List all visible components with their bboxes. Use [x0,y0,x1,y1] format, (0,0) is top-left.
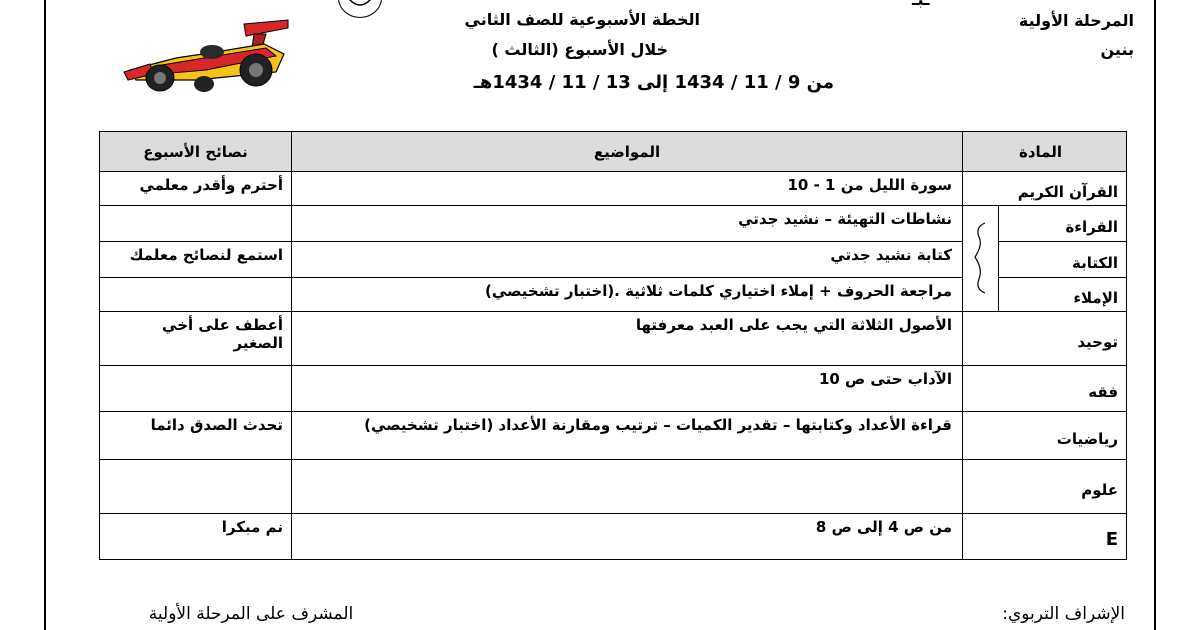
tip-cell: أعطف على أخي الصغير [100,312,292,366]
subject-cell: القرآن الكريم [963,172,1127,206]
header-cut-text [912,0,929,9]
subject-cell: فقه [963,366,1127,412]
subject-cell: E [963,514,1127,560]
table-row [100,366,1127,412]
table-row [100,172,1127,206]
topic-cell: مراجعة الحروف + إملاء اختياري كلمات ثلاثية .(اختبار تشخيصي) [292,278,963,312]
tip-cell [100,278,292,312]
week-label: خلال الأسبوع (الثالث ) [491,40,668,59]
smiley-face-icon [338,0,382,18]
tip-cell: نم مبكرا [100,514,292,560]
header-topics: المواضيع [292,132,963,172]
subject-cell: علوم [963,460,1127,514]
header-tips: نصائح الأسبوع [100,132,292,172]
topic-cell: كتابة نشيد جدتي [292,242,963,278]
topic-cell: من ص 4 إلى ص 8 [292,514,963,560]
subject-cell: رياضيات [963,412,1127,460]
topic-cell: قراءة الأعداد وكتابتها – تقدير الكميات – ترتيب ومقارنة الأعداد (اختبار تشخيصي) [292,412,963,460]
arabic-group-label [963,206,999,312]
subject-cell: توحيد [963,312,1127,366]
table-row [100,312,1127,366]
subject-cell: الكتابة [999,242,1127,278]
tip-cell: أحترم وأقدر معلمي [100,172,292,206]
table-row [100,514,1127,560]
footer-supervisor: المشرف على المرحلة الأولية [104,604,398,630]
topic-cell: سورة الليل من 1 - 10 [292,172,963,206]
header-subject: المادة [963,132,1127,172]
topic-cell: الآداب حتى ص 10 [292,366,963,412]
table-row [100,460,1127,514]
table-row [100,412,1127,460]
school-label: بنين [1100,40,1134,59]
tip-cell [100,460,292,514]
plan-title: الخطة الأسبوعية للصف الثاني [464,10,700,29]
tip-cell [100,206,292,242]
group-bracket-icon [971,217,991,297]
tip-cell: استمع لنصائح معلمك [100,242,292,278]
topic-cell [292,460,963,514]
stage-label: المرحلة الأولية [1018,11,1134,30]
footer-educational-supervision: الإشراف التربوي: [873,604,1133,630]
weekly-plan-table [99,131,1127,560]
subject-cell: الإملاء [999,278,1127,312]
race-car-icon [116,14,296,98]
topic-cell: نشاطات التهيئة – نشيد جدتي [292,206,963,242]
header-school-info [1019,6,1134,64]
tip-cell [100,366,292,412]
subject-cell: القراءة [999,206,1127,242]
table-row [100,206,1127,242]
table-header-row [100,132,1127,172]
topic-cell: الأصول الثلاثة التي يجب على العبد معرفتها [292,312,963,366]
tip-cell: تحدث الصدق دائما [100,412,292,460]
date-range: من 9 / 11 / 1434 إلى 13 / 11 / 1434هـ [473,72,834,93]
